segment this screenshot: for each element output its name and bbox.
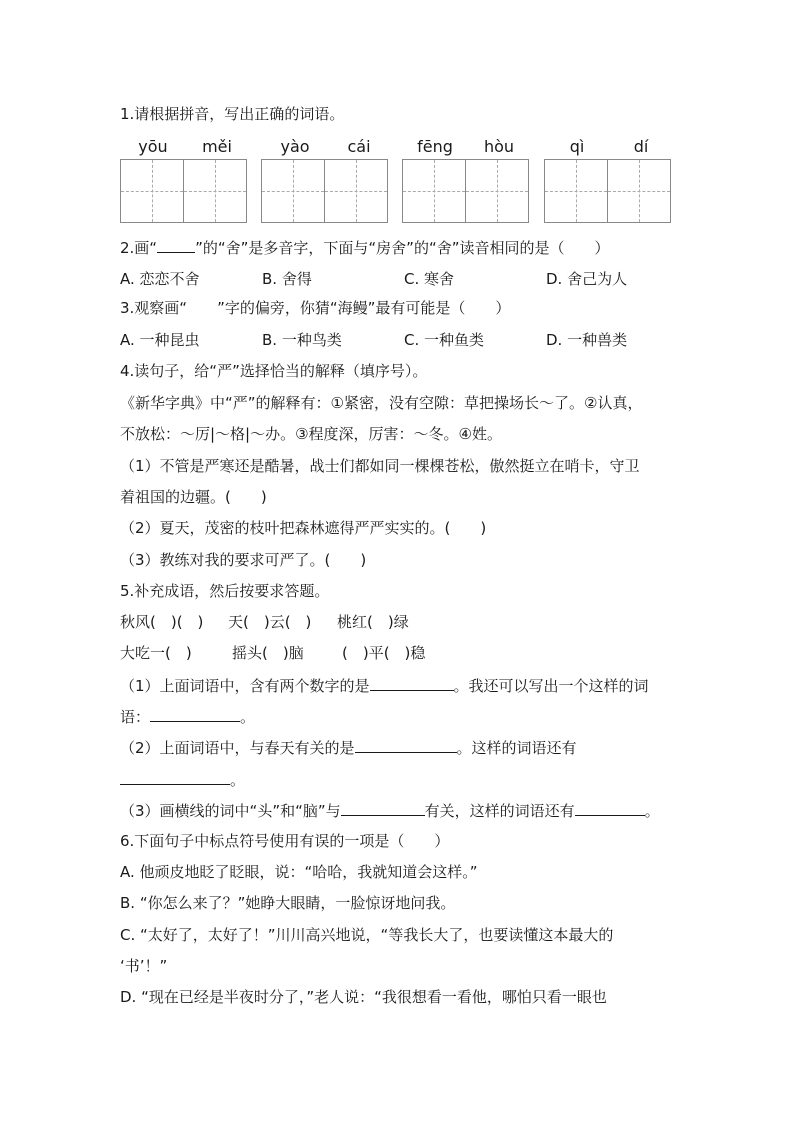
q5-part-3-text-c: 。 (644, 802, 660, 820)
q1-grid-2[interactable] (261, 159, 387, 223)
q4-dict-line-2: 不放松：～厉|～格|～办。③程度深，厉害：～冬。④姓。 (120, 425, 503, 443)
tian-cell[interactable] (324, 159, 388, 223)
q5-idiom-6: ( )平( )稳 (342, 644, 426, 662)
q6-stem: 6.下面句子中标点符号使用有误的一项是（ ） (120, 832, 450, 850)
q5-part-1-text-c: 语： (120, 708, 151, 726)
q1-pinyin-6: hòu (483, 137, 515, 156)
q6-option-c-line-1[interactable]: C. “太好了，太好了！”川川高兴地说，“等我长大了，也要读懂这本最大的 (120, 926, 614, 944)
q3-option-c[interactable]: C. 一种鱼类 (404, 331, 485, 349)
q2-stem-a: 2.画“ (120, 239, 158, 257)
q6-option-d[interactable]: D. “现在已经是半夜时分了，”老人说：“我很想看一看他，哪怕只看一眼也 (120, 988, 607, 1006)
q1-pinyin-8: dí (633, 137, 649, 156)
q2-option-d[interactable]: D. 舍己为人 (546, 270, 628, 288)
q5-part-3-line (120, 800, 660, 821)
q5-idiom-5: 摇头( )脑 (232, 644, 304, 662)
q5-part-3-text-a: （3）画横线的词中“头”和“脑”与 (120, 802, 341, 820)
q1-pinyin-1: yōu (138, 137, 168, 156)
q5-part-1-blank-1[interactable] (370, 675, 454, 691)
tian-cell[interactable] (607, 159, 671, 223)
q5-idiom-1: 秋风( )( ) (120, 613, 204, 631)
q6-option-c-line-2: ‘书’！” (120, 957, 168, 975)
q5-part-2-line-2 (120, 769, 245, 790)
q2-blank[interactable] (157, 237, 195, 253)
q5-part-3-text-b: 有关，这样的词语还有 (424, 802, 575, 820)
q5-part-2-text-a: （2）上面词语中，与春天有关的是 (120, 739, 355, 757)
q5-part-1-text-d: 。 (240, 708, 256, 726)
q1-pinyin-7: qì (569, 137, 585, 156)
tian-cell[interactable] (261, 159, 325, 223)
tian-cell[interactable] (402, 159, 466, 223)
tian-cell[interactable] (120, 159, 184, 223)
q5-idiom-3: 桃红( )绿 (337, 613, 409, 631)
q2-stem-b: ”的“舍”是多音字，下面与“房舍”的“舍”读音相同的是（ ） (195, 239, 610, 257)
q4-dict-line-1: 《新华字典》中“严”的解释有：①紧密，没有空隙：草把操场长～了。②认真， (120, 394, 643, 412)
q4-stem: 4.读句子，给“严”选择恰当的解释（填序号）。 (120, 362, 428, 380)
q1-grid-1[interactable] (120, 159, 246, 223)
q5-part-3-blank-1[interactable] (341, 800, 425, 816)
q3-option-d[interactable]: D. 一种兽类 (546, 331, 628, 349)
q3-stem: 3.观察画“ ”字的偏旁，你猜“海鳗”最有可能是（ ） (120, 299, 511, 317)
q5-part-3-blank-2[interactable] (575, 800, 645, 816)
q4-sentence-3: （3）教练对我的要求可严了。( ) (120, 551, 367, 569)
tian-cell[interactable] (465, 159, 529, 223)
q1-grid-4[interactable] (544, 159, 670, 223)
q5-part-2-blank-1[interactable] (355, 737, 457, 753)
q5-part-1-text-b: 。我还可以写出一个这样的词 (453, 677, 649, 695)
q3-option-b[interactable]: B. 一种鸟类 (262, 331, 342, 349)
q6-option-b[interactable]: B. “你怎么来了？”她睁大眼睛，一脸惊讶地问我。 (120, 894, 456, 912)
q5-part-2-line-1 (120, 737, 577, 758)
q4-sentence-2: （2）夏天，茂密的枝叶把森林遮得严严实实的。( ) (120, 519, 487, 537)
q2-stem (120, 237, 610, 258)
q5-part-2-blank-2[interactable] (120, 769, 230, 785)
q2-option-a[interactable]: A. 恋恋不舍 (120, 270, 200, 288)
q5-part-2-text-b: 。这样的词语还有 (456, 739, 577, 757)
q6-option-a[interactable]: A. 他顽皮地眨了眨眼，说：“哈哈，我就知道会这样。” (120, 863, 478, 881)
tian-cell[interactable] (183, 159, 247, 223)
q4-sentence-1-line-2: 着祖国的边疆。( ) (120, 488, 267, 506)
q2-option-c[interactable]: C. 寒舍 (404, 270, 455, 288)
q5-idiom-2: 天( )云( ) (228, 613, 312, 631)
q5-idiom-4: 大吃一( ) (120, 644, 192, 662)
q4-sentence-1-line-1: （1）不管是严寒还是酷暑，战士们都如同一棵棵苍松，傲然挺立在哨卡，守卫 (120, 457, 640, 475)
q5-part-1-line-2 (120, 706, 255, 727)
q1-grid-3[interactable] (402, 159, 528, 223)
tian-cell[interactable] (544, 159, 608, 223)
q2-option-b[interactable]: B. 舍得 (262, 270, 312, 288)
q1-pinyin-3: yào (280, 137, 310, 156)
q5-part-2-text-c: 。 (230, 771, 246, 789)
q3-option-a[interactable]: A. 一种昆虫 (120, 331, 200, 349)
q5-stem: 5.补充成语，然后按要求答题。 (120, 582, 330, 600)
q5-part-1-line-1 (120, 675, 649, 696)
q1-title: 1.请根据拼音，写出正确的词语。 (120, 105, 345, 123)
q1-pinyin-2: měi (202, 137, 232, 156)
q5-part-1-blank-2[interactable] (150, 706, 240, 722)
q5-part-1-text-a: （1）上面词语中，含有两个数字的是 (120, 677, 370, 695)
q1-pinyin-4: cái (347, 137, 371, 156)
q1-pinyin-5: fēng (417, 137, 453, 156)
